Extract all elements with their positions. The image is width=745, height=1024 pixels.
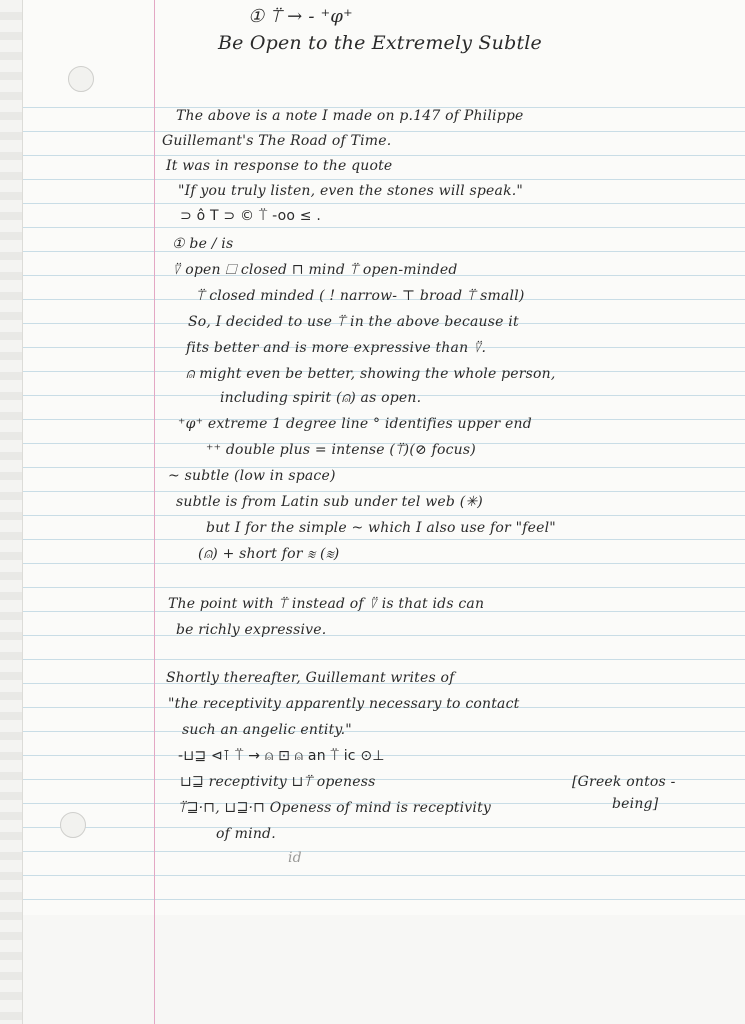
text-line: of mind. [216,826,276,842]
text-line: The above is a note I made on p.147 of Philippe [176,108,524,124]
faint-text: id [288,850,302,866]
text-line: "the receptivity apparently necessary to contact [168,696,520,712]
greek-note-continued: being] [612,796,659,812]
text-line: ⊔⊒ receptivity ⊔⍡ openess [180,774,376,790]
text-line: So, I decided to use ⍡ in the above because it [188,314,519,330]
page-title: Be Open to the Extremely Subtle [218,32,543,54]
text-line: but I for the simple ~ which I also use for "feel" [206,520,556,536]
text-line: Guillemant's The Road of Time. [162,133,392,149]
text-line: fits better and is more expressive than ⍢. [186,340,487,356]
text-line: The point with ⍡ instead of ⍢ is that ids can [168,596,485,612]
glyph-line: -⊔⊒ ⊲⊺ ⍡ → ⍝ ⊡ ⍝ an ⍡ ic ⊙⊥ [178,748,385,764]
header-glyphs: ① ⍡ → - ⁺φ⁺ [248,6,353,27]
text-line: including spirit (⍝) as open. [220,390,422,406]
text-line: ⁺⁺ double plus = intense (⍡)(⊘ focus) [206,442,476,458]
spiral-hole-strip [0,0,23,1024]
greek-note: [Greek ontos - [572,774,676,790]
punch-hole [60,812,86,838]
text-line: such an angelic entity." [182,722,352,738]
text-line: subtle is from Latin sub under tel web (✳) [176,494,483,510]
punch-hole [68,66,94,92]
text-line: ⍡⊒·⊓, ⊔⊒·⊓ Openess of mind is receptivity [178,800,492,816]
text-line: Shortly thereafter, Guillemant writes of [166,670,455,686]
margin-line [154,0,155,1024]
page-bottom [0,915,745,1024]
text-line: ~ subtle (low in space) [168,468,336,484]
text-line: be richly expressive. [176,622,327,638]
text-line: ⍝ might even be better, showing the whole person, [186,366,556,382]
glyph-line: ⊃ ô T ⊃ © ⍡ -oo ≤ . [180,208,322,224]
text-line: ⍢ open ☐ closed ⊓ mind ⍡ open-minded [172,262,458,278]
text-line: ⍡ closed minded ( ! narrow- ⊤ broad ⍡ small) [196,288,525,304]
text-line: (⍝) + short for ≋ (≋) [198,546,340,562]
text-line: "If you truly listen, even the stones will speak." [178,183,524,199]
text-line: It was in response to the quote [166,158,393,174]
text-line: ⁺φ⁺ extreme 1 degree line ° identifies upper end [178,416,532,432]
text-line: ① be / is [172,236,234,252]
